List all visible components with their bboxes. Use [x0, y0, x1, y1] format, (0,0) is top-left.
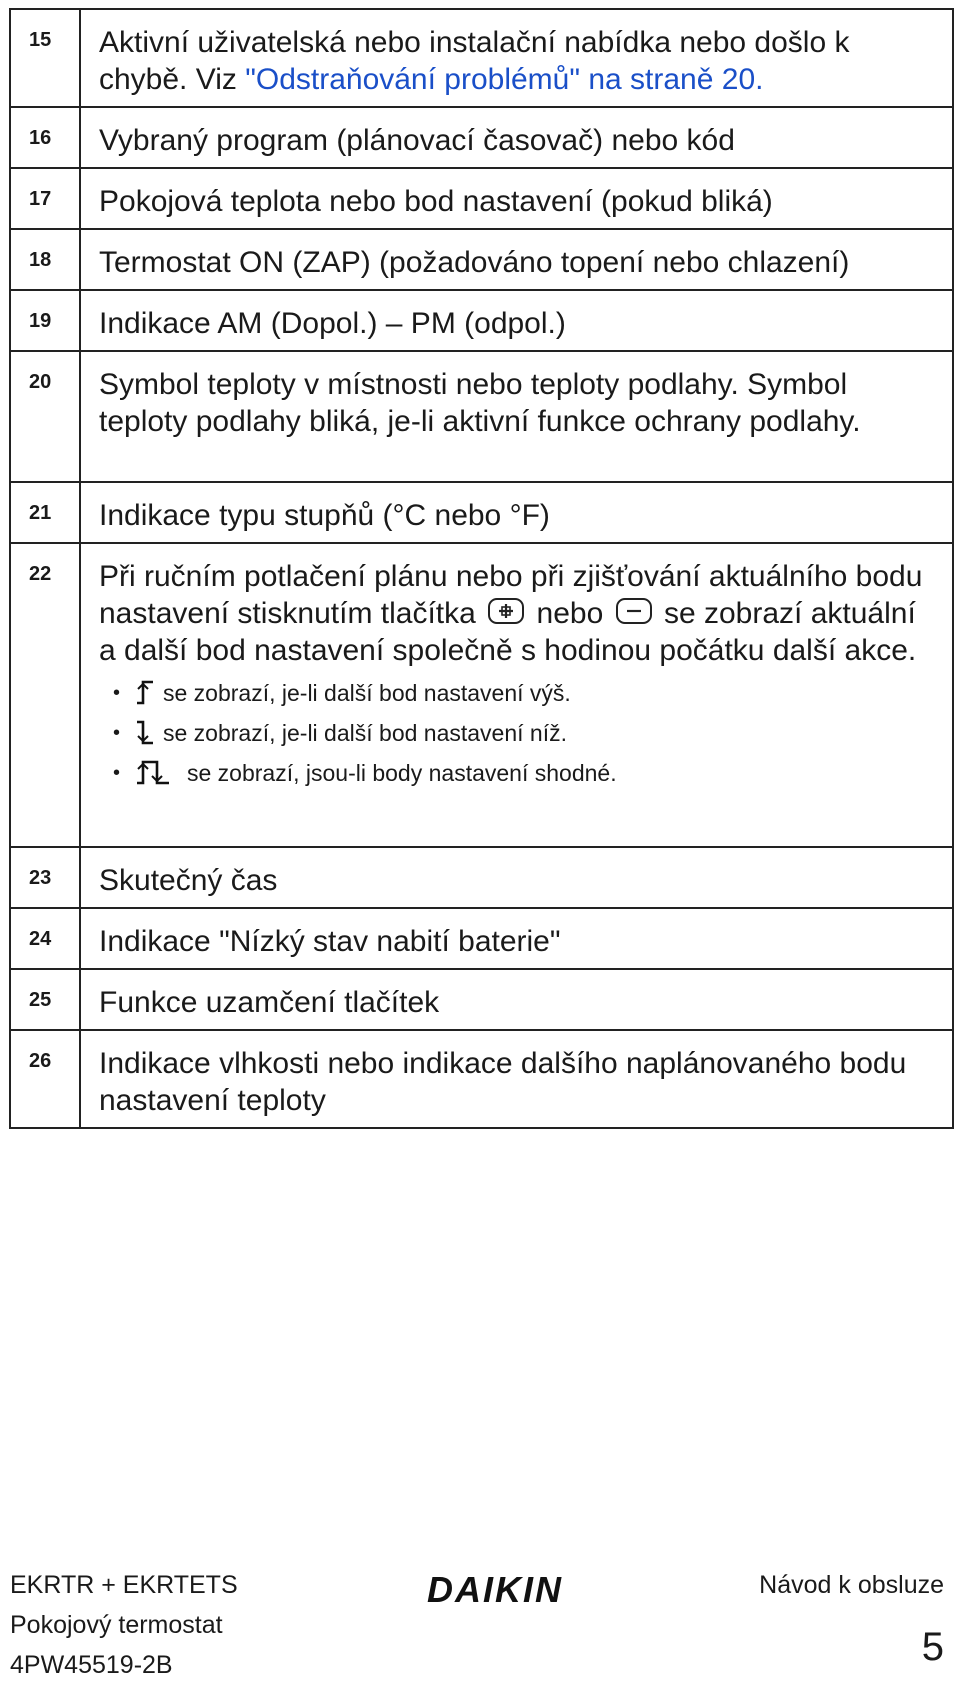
setpoint-up-icon: [135, 679, 155, 707]
bullet-text: se zobrazí, jsou-li body nastavení shodné.: [187, 760, 617, 786]
table-row: [10, 351, 953, 482]
item-number: 23: [10, 847, 80, 908]
item-description: [80, 543, 953, 847]
item-number: 19: [10, 290, 80, 351]
item-description: Funkce uzamčení tlačítek: [80, 969, 953, 1030]
bullet-icon: •: [113, 762, 121, 784]
setpoint-down-icon: [135, 719, 155, 747]
table-row: [10, 847, 953, 908]
table-row: [10, 290, 953, 351]
item-text: se zobrazí aktuální a další bod nastavení společně s hodinou počátku další akce.: [99, 597, 917, 667]
troubleshooting-link[interactable]: "Odstraňování problémů" na straně 20.: [245, 63, 764, 96]
item-number: 20: [10, 351, 80, 482]
minus-button-icon: [616, 598, 652, 624]
model-name: EKRTR + EKRTETS: [10, 1571, 238, 1599]
item-description: Vybraný program (plánovací časovač) nebo kód: [80, 107, 953, 168]
item-number: 25: [10, 969, 80, 1030]
daikin-logo: DAIKIN: [427, 1569, 563, 1610]
item-text: Aktivní uživatelská nebo instalační nabídka nebo došlo k chybě. Viz: [99, 26, 850, 96]
list-item: [113, 753, 940, 793]
table-row: [10, 908, 953, 969]
item-number: 18: [10, 229, 80, 290]
list-item: [113, 673, 940, 713]
table-row: [10, 969, 953, 1030]
item-number: 21: [10, 482, 80, 543]
plus-button-icon: [488, 598, 524, 624]
item-number: 24: [10, 908, 80, 969]
page-footer: [10, 1565, 950, 1695]
item-description: Symbol teploty v místnosti nebo teploty podlahy. Symbol teploty podlahy bliká, je-li aktivní funkce ochrany podlahy.: [80, 351, 953, 482]
item-description: Termostat ON (ZAP) (požadováno topení nebo chlazení): [80, 229, 953, 290]
item-description: Skutečný čas: [80, 847, 953, 908]
item-description: Indikace typu stupňů (°C nebo °F): [80, 482, 953, 543]
item-text: Při ručním potlačení plánu nebo při zjišťování aktuálního bodu nastavení stisknutím tlačítka: [99, 560, 923, 630]
item-number: 16: [10, 107, 80, 168]
item-number: 22: [10, 543, 80, 847]
page-number: 5: [921, 1625, 944, 1669]
bullet-icon: •: [113, 722, 121, 744]
list-item: [113, 713, 940, 753]
footer-left: [10, 1565, 238, 1685]
table-row: [10, 107, 953, 168]
table-row: [10, 229, 953, 290]
item-text: nebo: [536, 597, 604, 630]
item-description: Indikace AM (Dopol.) – PM (odpol.): [80, 290, 953, 351]
item-description: Pokojová teplota nebo bod nastavení (pokud bliká): [80, 168, 953, 229]
table-row: [10, 482, 953, 543]
item-description: Indikace vlhkosti nebo indikace dalšího naplánovaného bodu nastavení teploty: [80, 1030, 953, 1128]
bullet-text: se zobrazí, je-li další bod nastavení níž.: [163, 720, 567, 746]
bullet-icon: •: [113, 682, 121, 704]
legend-table: [9, 8, 954, 1129]
table-row: [10, 9, 953, 107]
item-number: 26: [10, 1030, 80, 1128]
table-row: [10, 543, 953, 847]
bullet-text: se zobrazí, je-li další bod nastavení výš.: [163, 680, 571, 706]
item-description: Indikace "Nízký stav nabití baterie": [80, 908, 953, 969]
document-code: 4PW45519-2B: [10, 1651, 173, 1679]
setpoint-bullet-list: [99, 673, 940, 793]
item-number: 17: [10, 168, 80, 229]
item-number: 15: [10, 9, 80, 107]
item-description: [80, 9, 953, 107]
product-name: Pokojový termostat: [10, 1611, 223, 1639]
setpoint-equal-icon: [135, 759, 179, 787]
manual-title: Návod k obsluze: [759, 1571, 944, 1599]
table-row: [10, 1030, 953, 1128]
table-row: [10, 168, 953, 229]
